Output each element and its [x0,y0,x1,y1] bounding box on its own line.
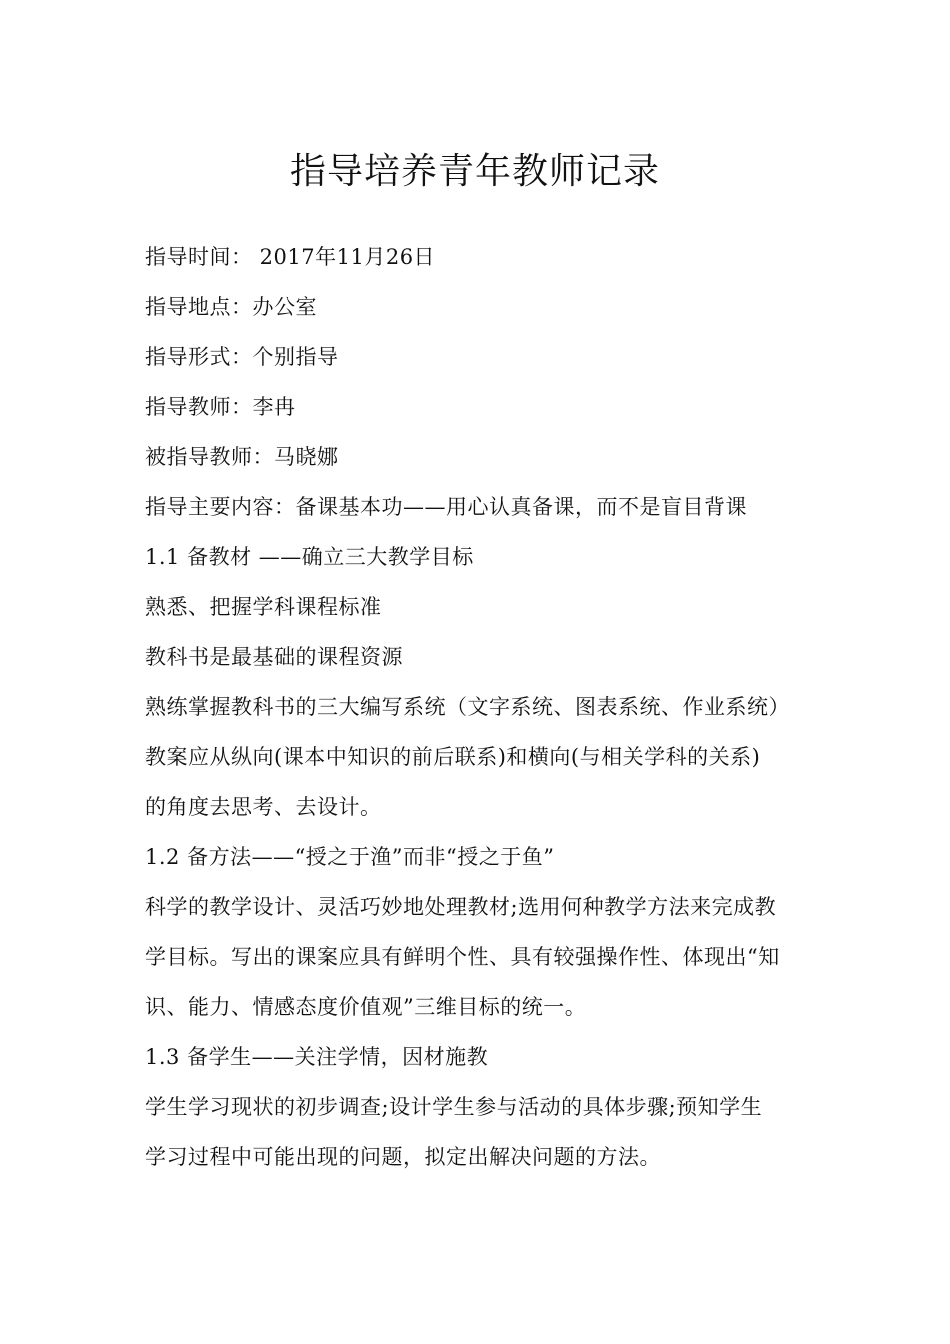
paragraph-line: 熟悉、把握学科课程标准 [145,595,382,619]
document-title: 指导培养青年教师记录 [289,151,660,192]
section-heading-1-3: 1.3 备学生——关注学情，因材施教 [145,1045,489,1069]
guidance-format-line: 指导形式：个别指导 [145,345,339,369]
paragraph-line: 教案应从纵向(课本中知识的前后联系)和横向(与相关学科的关系) [145,745,761,769]
section-heading-1-2: 1.2 备方法——“授之于渔”而非“授之于鱼” [145,845,555,869]
section-heading-1-1: 1.1 备教材 ——确立三大教学目标 [145,545,474,569]
paragraph-line: 识、能力、情感态度价值观”三维目标的统一。 [145,995,587,1019]
document-body [145,232,825,1182]
paragraph-line: 的角度去思考、去设计。 [145,795,382,819]
guided-teacher-line: 被指导教师：马晓娜 [145,445,339,469]
paragraph-line: 教科书是最基础的课程资源 [145,645,403,669]
paragraph-line: 学生学习现状的初步调查;设计学生参与活动的具体步骤;预知学生 [145,1095,763,1119]
paragraph-line: 科学的教学设计、灵活巧妙地处理教材;选用何种教学方法来完成教 [145,895,777,919]
paragraph-line: 学习过程中可能出现的问题，拟定出解决问题的方法。 [145,1145,661,1169]
guidance-time-line: 指导时间： 2017年11月26日 [145,245,436,269]
guidance-location-line: 指导地点：办公室 [145,295,317,319]
paragraph-line: 熟练掌握教科书的三大编写系统（文字系统、图表系统、作业系统） [145,695,790,719]
paragraph-line: 学目标。写出的课案应具有鲜明个性、具有较强操作性、体现出“知 [145,945,780,969]
main-content-line: 指导主要内容：备课基本功——用心认真备课，而不是盲目背课 [145,495,747,519]
guiding-teacher-line: 指导教师：李冉 [145,395,296,419]
